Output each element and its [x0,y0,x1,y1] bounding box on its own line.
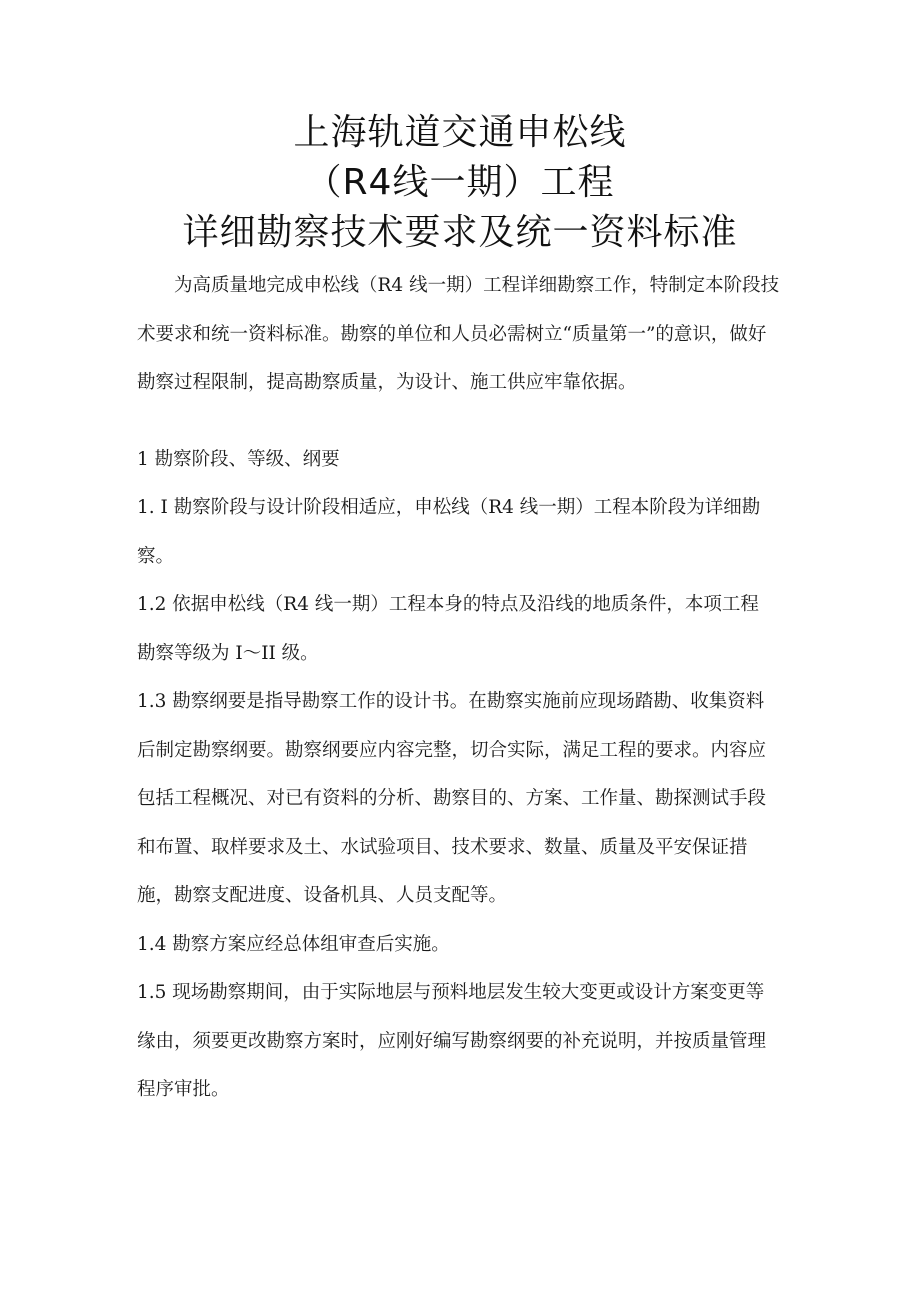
clause-line: 勘察等级为 I〜II 级。 [137,642,319,664]
intro-line: 勘察过程限制，提高勘察质量，为设计、施工供应牢靠依据。 [137,372,637,393]
clause-line: 施，勘察支配进度、设备机具、人员支配等。 [137,885,508,906]
clause-line: 1.5 现场勘察期间，由于实际地层与预料地层发生较大变更或设计方案变更等 [137,982,765,1003]
clause-line: 缘由，须要更改勘察方案时，应刚好编写勘察纲要的补充说明，并按质量管理 [137,1030,767,1052]
paragraph-gap [137,408,787,436]
title-line-3: 详细勘察技术要求及统一资料标准 [182,212,738,253]
title-line-1: 上海轨道交通申松线 [293,112,627,153]
clause-line: 察。 [137,545,175,567]
clause-line: 1. I 勘察阶段与设计阶段相适应，申松线（R4 线一期）工程本阶段为详细勘 [137,497,761,518]
clause-line: 1.2 依据申松线（R4 线一期）工程本身的特点及沿线的地质条件，本项工程 [137,594,759,615]
title-line-2: （R4线一期）工程 [305,162,615,203]
clause-line: 1.4 勘察方案应经总体组审查后实施。 [137,933,450,955]
clause-line: 后制定勘察纲要。勘察纲要应内容完整，切合实际，满足工程的要求。内容应 [137,739,767,761]
clause-line: 1.3 勘察纲要是指导勘察工作的设计书。在勘察实施前应现场踏勘、收集资料 [137,691,765,712]
document-body [137,262,787,1115]
document-title [0,108,920,258]
section-heading: 1 勘察阶段、等级、纲要 [137,448,340,470]
intro-line: 为高质量地完成申松线（R4 线一期）工程详细勘察工作，特制定本阶段技 [137,275,780,296]
clause-line: 包括工程概况、对已有资料的分析、勘察目的、方案、工作量、勘探测试手段 [137,788,767,809]
intro-line: 术要求和统一资料标准。勘察的单位和人员必需树立“质量第一”的意识，做好 [137,323,767,345]
clause-line: 程序审批。 [137,1079,230,1100]
clause-line: 和布置、取样要求及土、水试验项目、技术要求、数量、质量及平安保证措 [137,836,748,858]
